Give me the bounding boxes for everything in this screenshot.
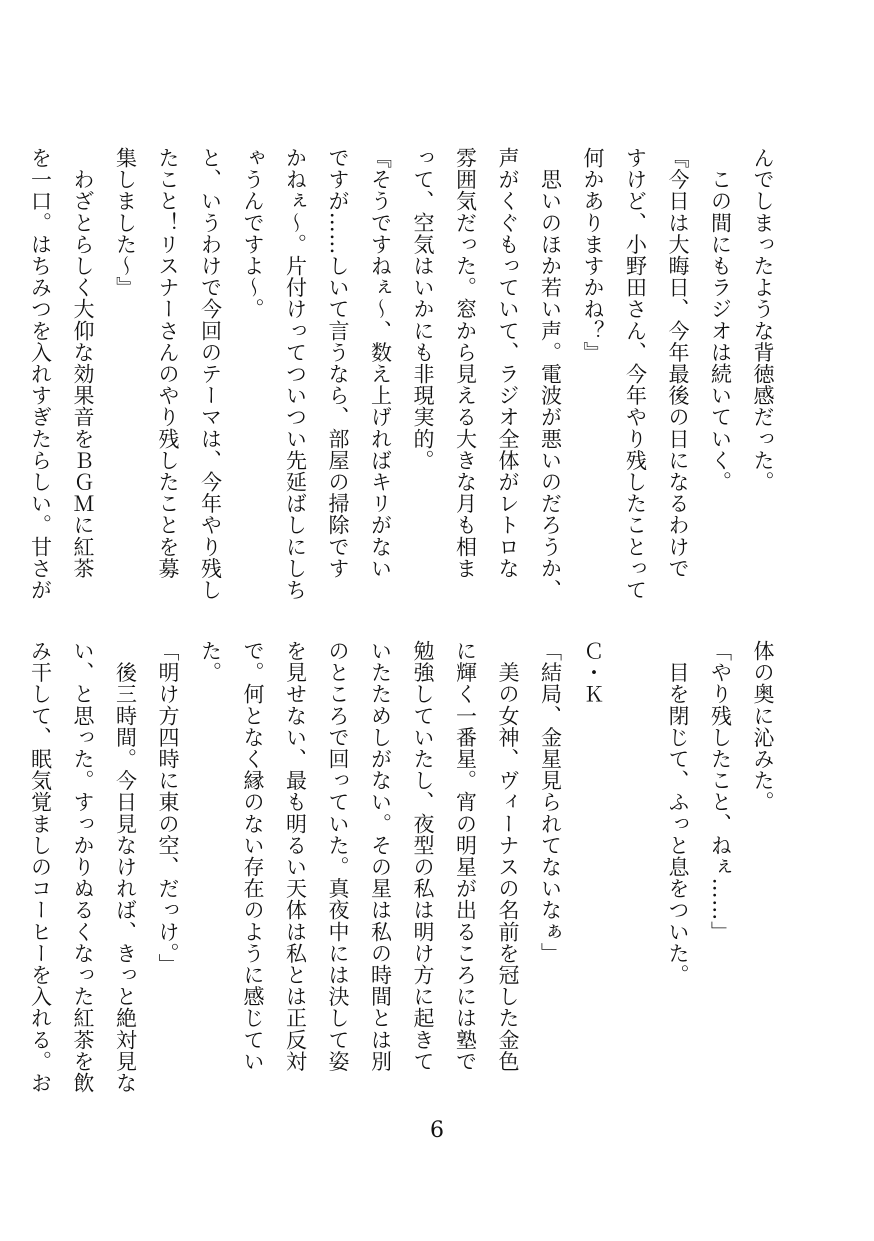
text-line: を一口。はちみつを入れすぎたらしい。甘さが bbox=[28, 147, 53, 601]
text-line: 勉強していたし、夜型の私は明け方に起きて bbox=[411, 640, 435, 1072]
text-line: って、空気はいかにも非現実的。 bbox=[411, 147, 435, 471]
text-line: んでしまったような背徳感だった。 bbox=[751, 147, 775, 493]
text-line: 集しました～』 bbox=[113, 147, 138, 299]
text-line: 声がくぐもっていて、ラジオ全体がレトロな bbox=[496, 147, 520, 579]
blank-line bbox=[614, 640, 657, 1095]
page-number: 6 bbox=[430, 1118, 444, 1143]
text-line: 「明け方四時に東の空、だっけ。」 bbox=[156, 640, 180, 976]
text-line: わざとらしく大仰な効果音をＢＧＭに紅茶 bbox=[71, 147, 95, 579]
text-line: ですが……しいて言うなら、部屋の掃除です bbox=[326, 147, 350, 579]
text-line: と、いうわけで今回のテーマは、今年やり残し bbox=[198, 147, 223, 601]
text-line: ゃうんですよ～。 bbox=[241, 147, 265, 320]
text-line: み干して、眠気覚ましのコーヒーを入れる。お bbox=[28, 640, 53, 1094]
text-line: たこと！リスナーさんのやり残したことを募 bbox=[156, 147, 180, 579]
text-line: この間にもラジオは続いていく。 bbox=[708, 147, 733, 493]
text-line: で。何となく縁のない存在のように感じてい bbox=[241, 640, 265, 1072]
text-line: 何かありますかね？』 bbox=[581, 147, 605, 363]
section-heading: Ｃ・Ｋ bbox=[581, 640, 605, 705]
text-line: に輝く一番星。宵の明星が出るころには塾で bbox=[453, 640, 478, 1072]
text-line: 美の女神、ヴィーナスの名前を冠した金色 bbox=[496, 640, 520, 1072]
text-line: いたためしがない。その星は私の時間とは別 bbox=[368, 640, 393, 1072]
text-line: い、と思った。すっかりぬるくなった紅茶を飲 bbox=[71, 640, 95, 1094]
text-line: 後三時間。今日見なければ、きっと絶対見な bbox=[113, 640, 138, 1094]
text-line: 「やり残したこと、ねぇ……」 bbox=[708, 640, 733, 943]
text-line: のところで回っていた。真夜中には決して姿 bbox=[326, 640, 350, 1072]
text-line: 体の奥に沁みた。 bbox=[751, 640, 775, 813]
text-line: た。 bbox=[198, 640, 223, 684]
text-block-bottom bbox=[28, 640, 784, 1095]
text-block-top bbox=[28, 147, 784, 602]
text-line: 思いのほか若い声。電波が悪いのだろうか、 bbox=[538, 147, 563, 601]
text-line: 目を閉じて、ふっと息をついた。 bbox=[666, 640, 690, 986]
text-line: 『そうですねぇ～、数え上げればキリがない bbox=[368, 147, 393, 579]
text-line: 「結局、金星見られてないなぁ」 bbox=[538, 640, 563, 964]
text-line: を見せない、最も明るい天体は私とは正反対 bbox=[283, 640, 308, 1072]
text-line: 雰囲気だった。窓から見える大きな月も相ま bbox=[453, 147, 478, 579]
text-line: かねぇ～。片付けってついつい先延ばしにしち bbox=[283, 147, 308, 601]
text-line: すけど、小野田さん、今年やり残したことって bbox=[623, 147, 648, 601]
text-line: 『今日は大晦日、今年最後の日になるわけで bbox=[666, 147, 690, 579]
